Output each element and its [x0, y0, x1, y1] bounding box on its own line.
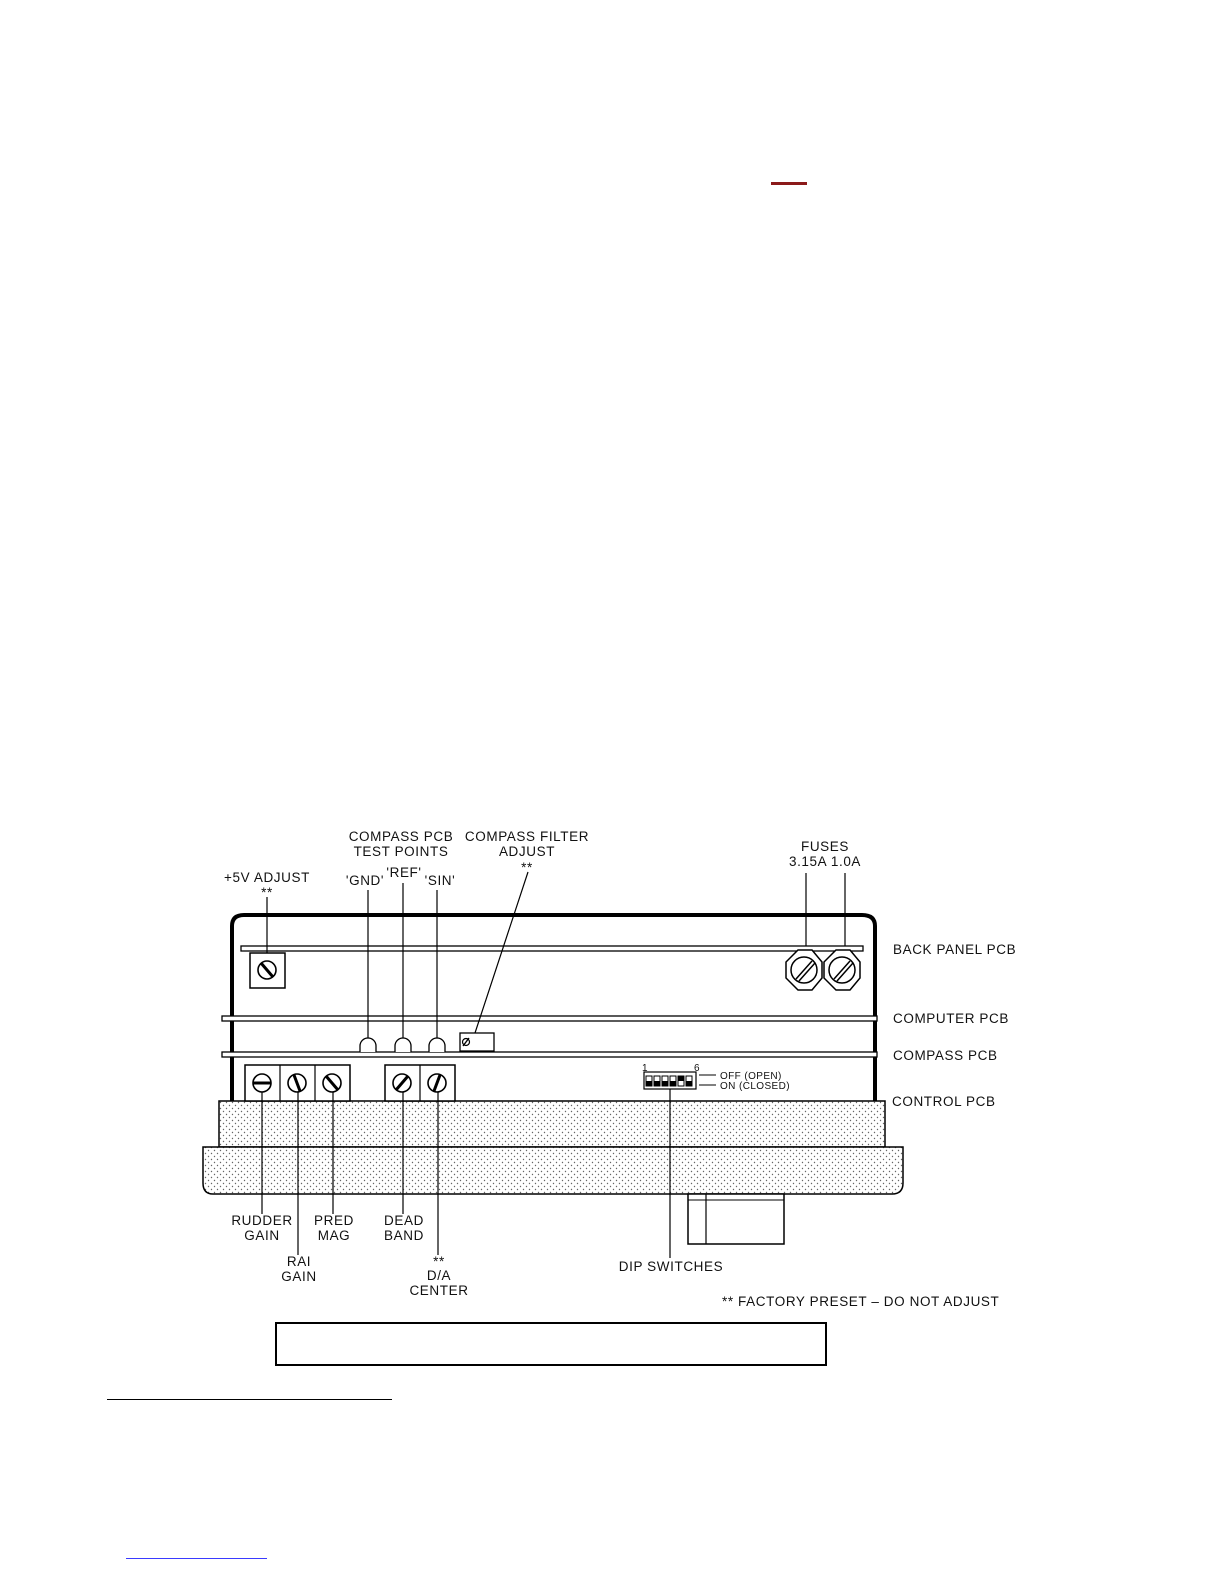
fuse-1-0a-icon: [824, 950, 860, 990]
control-pcb: [219, 1101, 885, 1147]
compass-pcb: [222, 1052, 877, 1057]
fuses-label: FUSES: [800, 839, 850, 854]
test-point-gnd-icon: [360, 1038, 376, 1052]
pred-mag-label-2: MAG: [317, 1228, 351, 1243]
pred-mag-label-1: PRED: [314, 1213, 354, 1228]
computer-pcb-label: COMPUTER PCB: [893, 1011, 1009, 1026]
connector-block: [688, 1194, 784, 1244]
plus5v-adjust-mark: **: [261, 885, 273, 900]
front-panel-base: [203, 1147, 903, 1194]
rudder-gain-pot-icon: [253, 1074, 271, 1092]
rai-gain-label-2: GAIN: [281, 1269, 317, 1284]
da-center-label-1: D/A: [426, 1268, 452, 1283]
plus5v-adjust-label: +5V ADJUST: [224, 870, 310, 885]
dead-band-label-1: DEAD: [384, 1213, 424, 1228]
footnote-separator: [107, 1399, 392, 1400]
pred-mag-pot-icon: [323, 1074, 341, 1092]
da-center-pot-icon: [428, 1074, 446, 1092]
fuse-3-15a-icon: [786, 950, 822, 990]
rudder-gain-label-1: RUDDER: [231, 1213, 293, 1228]
dead-band-label-2: BAND: [384, 1228, 424, 1243]
rai-gain-pot-icon: [288, 1074, 306, 1092]
compass-pcb-label: COMPASS PCB: [893, 1048, 998, 1063]
control-pcb-label: CONTROL PCB: [892, 1094, 996, 1109]
caption-box: [275, 1322, 827, 1366]
compass-filter-label-2: ADJUST: [498, 844, 556, 859]
compass-filter-mark: **: [521, 860, 533, 875]
factory-preset-note: ** FACTORY PRESET – DO NOT ADJUST: [722, 1294, 1000, 1309]
compass-pcb-test-points-label-2: TEST POINTS: [353, 844, 449, 859]
compass-filter-label-1: COMPASS FILTER: [464, 829, 590, 844]
da-center-label-2: CENTER: [409, 1283, 469, 1298]
dip-number-6: 6: [694, 1063, 700, 1074]
da-center-mark: **: [433, 1254, 445, 1269]
rudder-gain-label-2: GAIN: [244, 1228, 280, 1243]
back-panel-pcb: [241, 946, 863, 951]
dead-band-pot-icon: [393, 1074, 411, 1092]
dip-on-label: ON (CLOSED): [720, 1081, 790, 1092]
back-panel-pcb-label: BACK PANEL PCB: [893, 942, 1017, 957]
test-point-gnd-label: 'GND': [345, 873, 385, 888]
rai-gain-label-1: RAI: [286, 1254, 312, 1269]
test-point-sin-icon: [429, 1038, 445, 1052]
dip-number-1: 1: [642, 1063, 648, 1074]
fuse-ratings-label: 3.15A 1.0A: [788, 854, 862, 869]
compass-pcb-test-points-label-1: COMPASS PCB: [348, 829, 454, 844]
test-point-ref-label: 'REF': [386, 865, 422, 880]
dip-switches-label: DIP SWITCHES: [618, 1259, 724, 1274]
test-point-ref-icon: [395, 1038, 411, 1052]
computer-pcb: [222, 1016, 877, 1021]
hyperlink-underline[interactable]: [126, 1558, 267, 1559]
dip-off-label: OFF (OPEN): [720, 1071, 782, 1082]
test-point-sin-label: 'SIN': [424, 873, 456, 888]
